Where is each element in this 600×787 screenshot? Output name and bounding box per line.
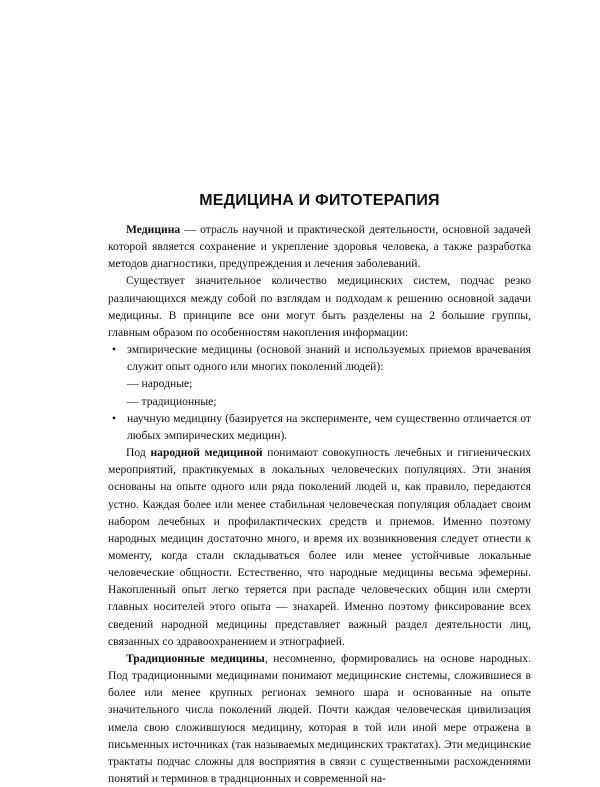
bullet-icon: •: [112, 343, 117, 357]
page-title: МЕДИЦИНА И ФИТОТЕРАПИЯ: [199, 192, 440, 209]
bullet-icon: •: [112, 411, 117, 425]
paragraph-folk-medicine: [108, 444, 531, 650]
sublist-item-folk: — народные;: [127, 377, 193, 391]
list-item-text: эмпирические медицины (основой знаний и используемых приемов врачевания служит опыт одного или многих поколений людей):: [127, 343, 531, 374]
term-traditional-medicine: Традиционные медицины: [126, 651, 265, 665]
paragraph-medical-systems: Существует значительное количество медицинских систем, подчас резко различающихся между собой по взглядам и подходам к решению основной задачи медицины. В принципе все они могут быть разделены на 2 большие группы, главным образом по особенностям накопления информации:: [108, 274, 531, 339]
paragraph-traditional-medicine: [108, 650, 531, 787]
medicine-types-list: [108, 341, 531, 444]
paragraph-medicine-definition: [108, 221, 531, 272]
paragraph-text: , несомненно, формировались на основе народных. Под традиционными медицинами понимают медицинские системы, сложившиеся в более или менее крупных регионах земного шара и основанные на опыте значительного числа поколений людей. Почти каждая человеческая цивилизация имела свою сложившуюся медицину, которая в той или иной мере отражена в письменных источниках (так называемых медицинских трактатах). Эти медицинские трактаты подчас сложны для восприятия в связи с существенными расхождениями понятий и терминов в традиционных и современной на-: [108, 651, 531, 785]
list-item-scientific: [108, 410, 531, 444]
sublist-item-traditional: — традиционные;: [127, 394, 217, 408]
list-item-text: научную медицину (базируется на эксперименте, чем существенно отличается от любых эмпирических медицин).: [127, 411, 531, 442]
paragraph-text: — отрасль научной и практической деятельности, основной задачей которой является сохранение и укрепление здоровья человека, а также разработка методов диагностики, предупреждения и лечения заболеваний.: [108, 223, 531, 271]
list-item-empirical: [108, 341, 531, 410]
term-medicine: Медицина: [126, 223, 181, 236]
text-column: [108, 191, 531, 787]
term-folk-medicine: народной медициной: [150, 446, 263, 460]
paragraph-text: понимают совокупность лечебных и гигиенических мероприятий, практикуемых в локальных человеческих популяциях. Эти знания основаны на опыте одного или ряда поколений людей и, как правило, передаются устно. Каждая более или менее стабильная человеческая популяция обладает своим набором лечебных и профилактических средств и приемов. Именно поэтому народных медицин достаточно много, и время их возникновения следует отнести к моменту, когда стали складываться более или менее устойчивые локальные человеческие общности. Естественно, что народные медицины весьма эфемерны. Накопленный опыт легко теряется при распаде человеческих общин или смерти главных носителей этого опыта — знахарей. Именно поэтому фиксирование всех сведений народной медицины представляет важный раздел деятельности лиц, связанных со здравоохранением и этнографией.: [108, 446, 532, 648]
empirical-sublist: [127, 375, 531, 409]
paragraph-lead: Под: [126, 446, 151, 460]
